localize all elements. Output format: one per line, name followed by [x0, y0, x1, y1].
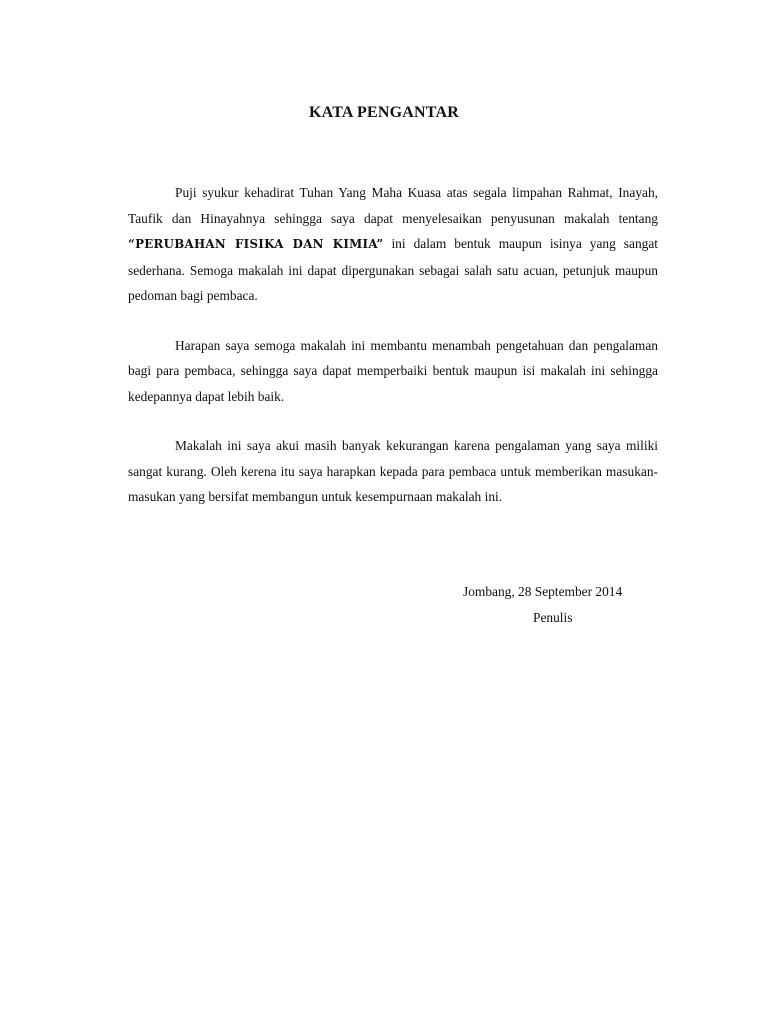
paragraph-2: Harapan saya semoga makalah ini membantu menambah pengetahuan dan pengalaman bagi para pembaca, sehingga saya dapat memperbaiki bentuk maupun isi makalah ini sehingga kedepannya dapat lebih baik.: [128, 337, 658, 404]
paragraph-3: Makalah ini saya akui masih banyak kekurangan karena pengalaman yang saya miliki sangat kurang. Oleh kerena itu saya harapkan kepada para pembaca untuk memberikan masukan-masukan yang bersifat membangun untuk kesempurnaan makalah ini.: [128, 438, 658, 504]
page-title: KATA PENGANTAR: [309, 104, 459, 121]
paragraph-1-before: Puji syukur kehadirat Tuhan Yang Maha Kuasa atas segala limpahan Rahmat, Inayah, Taufik dan Hinayahnya sehingga saya dapat menyelesaikan penyusunan makalah tentang: [128, 185, 658, 226]
signature-author: Penulis: [533, 610, 573, 625]
signature-place-date: Jombang, 28 September 2014: [463, 584, 623, 599]
paper-topic-title: “PERUBAHAN FISIKA DAN KIMIA”: [128, 237, 384, 251]
paragraph-1: [128, 180, 658, 309]
paragraph-1-after: ini dalam bentuk maupun isinya yang sangat sederhana. Semoga makalah ini dapat dipergunakan sebagai salah satu acuan, petunjuk maupun pedoman bagi pembaca.: [128, 236, 659, 303]
document-body: [128, 180, 658, 534]
